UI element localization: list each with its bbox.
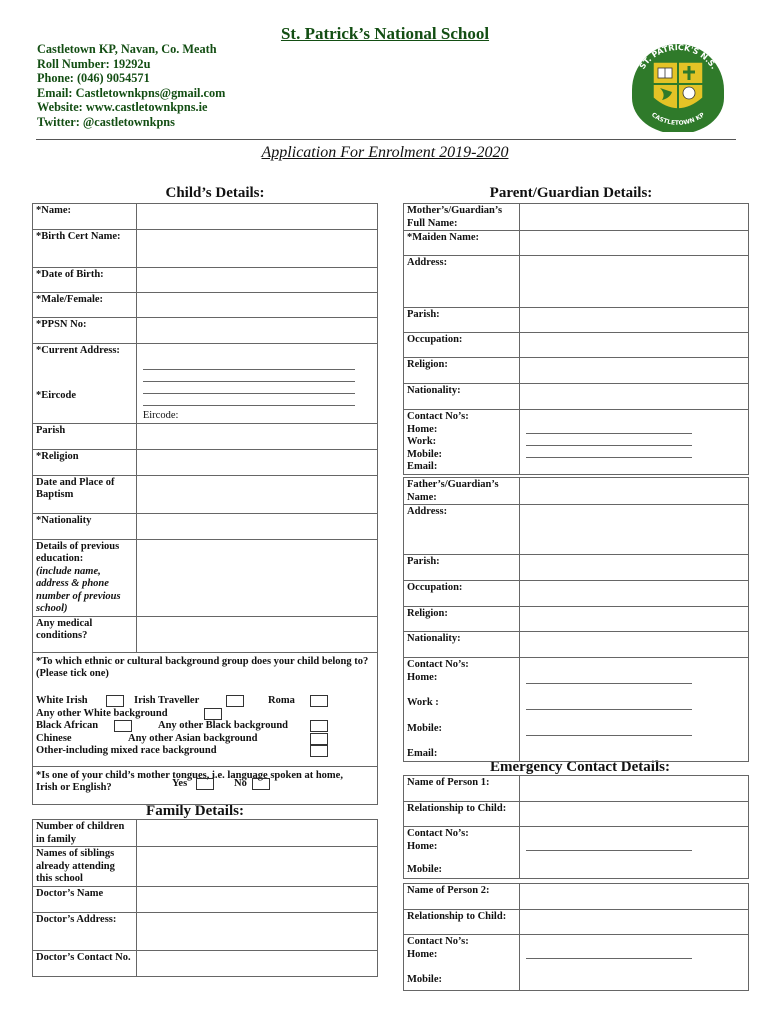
prev-edu-label: Details of previous education: — [36, 540, 120, 564]
header-divider — [36, 139, 736, 140]
tongue-no-checkbox[interactable] — [252, 778, 270, 790]
person1-home-label: Home: — [407, 840, 438, 852]
mother-contact-cell — [404, 410, 520, 475]
birth-cert-field[interactable] — [136, 230, 377, 268]
child-details-title: Child’s Details: — [165, 185, 265, 201]
address-field[interactable] — [136, 344, 377, 424]
num-children-field[interactable] — [136, 820, 377, 847]
ethnic-cell — [33, 652, 378, 766]
address-label — [33, 344, 137, 424]
mother-address-field[interactable] — [519, 256, 748, 308]
address-line-1[interactable] — [143, 358, 355, 370]
baptism-label: Date and Place of Baptism — [33, 475, 137, 513]
eircode-label: *Eircode — [36, 389, 77, 401]
mother-nationality-label: Nationality: — [404, 384, 520, 410]
doctor-address-label: Doctor’s Address: — [33, 912, 137, 950]
birth-cert-label: *Birth Cert Name: — [33, 230, 137, 268]
gender-label: *Male/Female: — [33, 293, 137, 318]
maiden-name-field[interactable] — [519, 231, 748, 256]
person2-contact-field[interactable] — [519, 935, 748, 991]
address-line-4[interactable] — [143, 394, 355, 406]
school-contact-block — [37, 42, 225, 130]
person1-contact-cell — [404, 827, 520, 879]
other-white-checkbox[interactable] — [204, 708, 222, 720]
irish-traveller-checkbox[interactable] — [226, 695, 244, 707]
mother-home-line[interactable] — [526, 422, 692, 434]
other-black-checkbox[interactable] — [310, 720, 328, 732]
doctor-contact-label: Doctor’s Contact No. — [33, 950, 137, 976]
address-line-3[interactable] — [143, 382, 355, 394]
religion-field[interactable] — [136, 449, 377, 475]
tongue-yes-checkbox[interactable] — [196, 778, 214, 790]
tongue-yes-label: Yes — [172, 778, 188, 789]
father-contact-cell — [404, 658, 520, 762]
mother-address-label: Address: — [404, 256, 520, 308]
roll-number: Roll Number: 19292u — [37, 56, 151, 71]
person1-contact-label: Contact No’s: — [407, 828, 469, 839]
person1-mobile-label: Mobile: — [407, 864, 442, 875]
religion-label: *Religion — [33, 449, 137, 475]
address-line: Castletown KP, Navan, Co. Meath — [37, 42, 217, 56]
parent-details-title: Parent/Guardian Details: — [489, 185, 653, 201]
father-nationality-field[interactable] — [519, 632, 748, 658]
phone: Phone: (046) 9054571 — [37, 71, 150, 86]
father-religion-label: Religion: — [404, 607, 520, 632]
black-african-label: Black African — [36, 720, 99, 731]
person2-name-label: Name of Person 2: — [404, 884, 520, 910]
other-mixed-label: Other-including mixed race background — [36, 745, 217, 756]
mother-religion-field[interactable] — [519, 358, 748, 384]
email-link[interactable]: Email: Castletownkpns@gmail.com — [37, 85, 226, 100]
mother-contact-field[interactable] — [519, 410, 748, 475]
person1-relationship-field[interactable] — [519, 802, 748, 827]
father-occupation-field[interactable] — [519, 581, 748, 607]
tongue-no-label: No — [234, 778, 247, 789]
nationality-label: *Nationality — [33, 513, 137, 539]
other-asian-checkbox[interactable] — [310, 733, 328, 745]
father-contact-field[interactable] — [519, 658, 748, 762]
siblings-label: Names of siblings already attending this school — [33, 847, 137, 887]
roma-checkbox[interactable] — [310, 695, 328, 707]
gender-field[interactable] — [136, 293, 377, 318]
emergency-person2-table — [403, 883, 749, 991]
mother-parish-field[interactable] — [519, 308, 748, 333]
dob-label: *Date of Birth: — [33, 268, 137, 293]
black-african-checkbox[interactable] — [114, 720, 132, 732]
person2-contact-cell — [404, 935, 520, 991]
website-link[interactable]: Website: www.castletownkpns.ie — [37, 100, 208, 115]
person1-name-label: Name of Person 1: — [404, 776, 520, 802]
other-mixed-checkbox[interactable] — [310, 745, 328, 757]
mother-name-field[interactable] — [519, 204, 748, 231]
person1-home-line[interactable] — [526, 839, 692, 851]
mother-parish-label: Parish: — [404, 308, 520, 333]
mother-nationality-field[interactable] — [519, 384, 748, 410]
father-nationality-label: Nationality: — [404, 632, 520, 658]
medical-label: Any medical conditions? — [33, 616, 137, 652]
father-address-field[interactable] — [519, 505, 748, 555]
father-name-label: Father’s/Guardian’s Name: — [404, 478, 520, 505]
form-title: Application For Enrolment 2019-2020 — [261, 144, 509, 161]
mother-home-label: Home: — [407, 423, 438, 435]
father-name-field[interactable] — [519, 478, 748, 505]
father-details-table — [403, 477, 749, 762]
chinese-label: Chinese — [36, 732, 72, 744]
siblings-field[interactable] — [136, 847, 377, 887]
mother-occupation-label: Occupation: — [404, 333, 520, 358]
person2-mobile-label: Mobile: — [407, 974, 442, 985]
person1-name-field[interactable] — [519, 776, 748, 802]
parish-label: Parish — [33, 423, 137, 449]
doctor-contact-field[interactable] — [136, 950, 377, 976]
eircode-field-label: Eircode: — [142, 410, 179, 421]
school-crest-logo — [626, 40, 730, 132]
white-irish-checkbox[interactable] — [106, 695, 124, 707]
mother-mobile-line[interactable] — [526, 446, 692, 458]
prev-edu-note: (include name, address & phone number of previous school) — [36, 565, 121, 614]
other-white-label: Any other White background — [36, 707, 168, 719]
prev-edu-field[interactable] — [136, 539, 377, 616]
ppsn-field[interactable] — [136, 318, 377, 344]
father-parish-field[interactable] — [519, 555, 748, 581]
family-details-table — [32, 819, 378, 977]
mother-work-line[interactable] — [526, 434, 692, 446]
person1-relationship-label: Relationship to Child: — [404, 802, 520, 827]
dob-field[interactable] — [136, 268, 377, 293]
father-work-line[interactable] — [526, 698, 692, 710]
doctor-name-field[interactable] — [136, 886, 377, 912]
person2-relationship-label: Relationship to Child: — [404, 910, 520, 935]
child-details-table — [32, 203, 378, 805]
irish-traveller-label: Irish Traveller — [134, 694, 200, 706]
child-name-field[interactable] — [136, 204, 377, 230]
parish-field[interactable] — [136, 423, 377, 449]
father-work-label: Work : — [407, 697, 439, 708]
person2-name-field[interactable] — [519, 884, 748, 910]
twitter-link[interactable]: Twitter: @castletownkpns — [37, 114, 175, 129]
child-name-label: *Name: — [33, 204, 137, 230]
person2-relationship-field[interactable] — [519, 910, 748, 935]
mother-details-table — [403, 203, 749, 475]
father-mobile-label: Mobile: — [407, 722, 442, 734]
doctor-name-label: Doctor’s Name — [33, 886, 137, 912]
person2-contact-label: Contact No’s: — [407, 936, 469, 947]
prev-edu-cell — [33, 539, 137, 616]
school-name: St. Patrick’s National School — [280, 24, 490, 43]
mother-work-label: Work: — [407, 436, 437, 447]
num-children-label: Number of children in family — [33, 820, 137, 847]
nationality-field[interactable] — [136, 513, 377, 539]
emergency-details-title: Emergency Contact Details: — [490, 759, 670, 775]
family-details-title: Family Details: — [146, 803, 244, 819]
maiden-name-label: *Maiden Name: — [404, 231, 520, 256]
mother-occupation-field[interactable] — [519, 333, 748, 358]
person1-contact-field[interactable] — [519, 827, 748, 879]
svg-text:CASTLETOWN KP: CASTLETOWN KP — [650, 111, 706, 127]
father-home-line[interactable] — [526, 672, 692, 684]
father-mobile-line[interactable] — [526, 724, 692, 736]
father-religion-field[interactable] — [519, 607, 748, 632]
person2-home-label: Home: — [407, 948, 438, 960]
other-black-label: Any other Black background — [158, 720, 289, 731]
person2-home-line[interactable] — [526, 947, 692, 959]
mother-contact-label: Contact No’s: — [407, 411, 469, 422]
father-occupation-label: Occupation: — [404, 581, 520, 607]
father-email-label: Email: — [407, 748, 438, 759]
father-parish-label: Parish: — [404, 555, 520, 581]
roma-label: Roma — [268, 694, 295, 706]
father-address-label: Address: — [404, 505, 520, 555]
medical-field[interactable] — [136, 616, 377, 652]
baptism-field[interactable] — [136, 475, 377, 513]
ethnic-question: *To which ethnic or cultural background group does your child belong to? (Please tick one) — [36, 655, 369, 679]
mother-email-label: Email: — [407, 461, 438, 472]
svg-text:ST. PATRICK'S N.S.: ST. PATRICK'S N.S. — [637, 42, 719, 71]
mother-religion-label: Religion: — [404, 358, 520, 384]
address-line-2[interactable] — [143, 370, 355, 382]
mother-name-label: Mother’s/Guardian’s Full Name: — [404, 204, 520, 231]
mother-tongue-question: *Is one of your child’s mother tongues, i.e. language spoken at home, Irish or English? — [36, 769, 343, 793]
doctor-address-field[interactable] — [136, 912, 377, 950]
white-irish-label: White Irish — [36, 694, 88, 706]
father-contact-label: Contact No’s: — [407, 659, 469, 670]
other-asian-label: Any other Asian background — [128, 732, 258, 744]
ppsn-label: *PPSN No: — [33, 318, 137, 344]
emergency-person1-table — [403, 775, 749, 879]
current-address-label: *Current Address: — [36, 345, 120, 356]
father-home-label: Home: — [407, 671, 438, 683]
mother-mobile-label: Mobile: — [407, 448, 442, 460]
